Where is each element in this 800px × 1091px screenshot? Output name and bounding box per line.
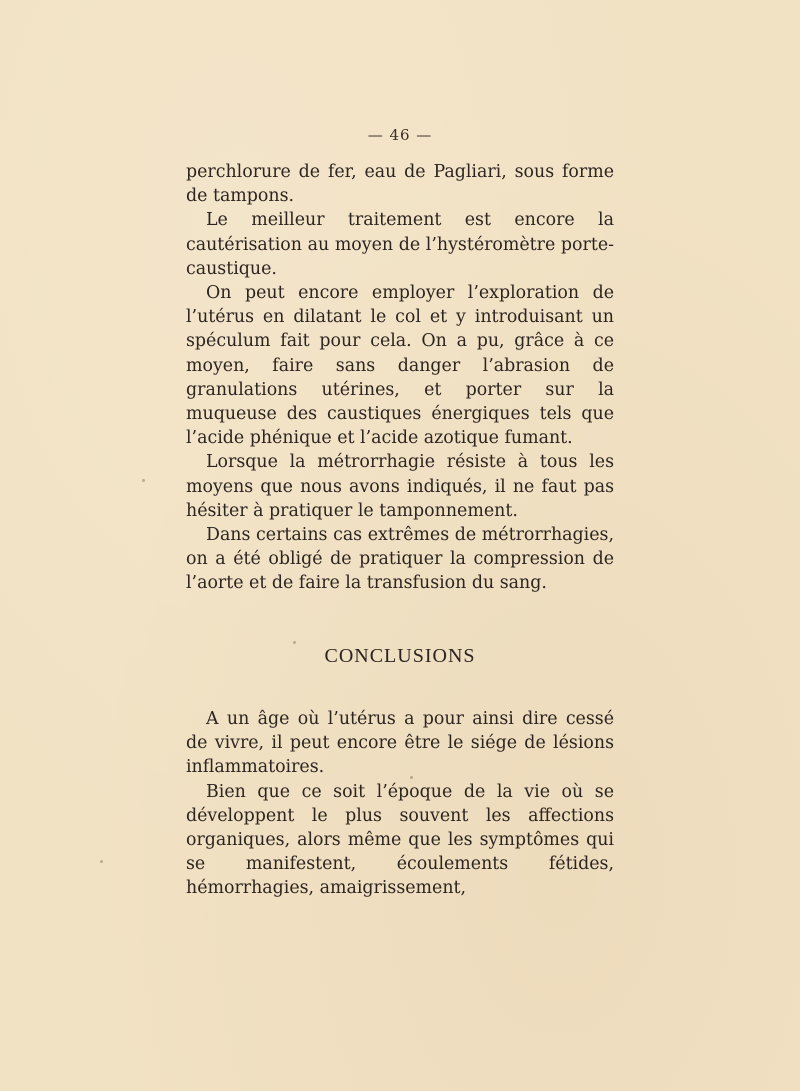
section-heading: CONCLUSIONS	[324, 645, 476, 667]
text-block-top	[186, 160, 614, 596]
paper-speck	[100, 860, 103, 863]
paragraph: Lorsque la métrorrhagie résiste à tous les moyens que nous avons indiqués, il ne faut pas hésiter à pratiquer le tamponnement.	[186, 452, 614, 521]
paper-speck	[293, 641, 296, 644]
text-block-bottom	[186, 707, 614, 901]
paragraph: A un âge où l’utérus a pour ainsi dire cessé de vivre, il peut encore être le siége de lésions inflammatoires.	[186, 709, 614, 778]
paragraph: On peut encore employer l’exploration de l’utérus en dilatant le col et y introduisant un spéculum fait pour cela. On a pu, grâce à ce moyen, faire sans danger l’abrasion de granulations utérines, et porter sur la muqueuse des caustiques énergiques tels que l’acide phénique et l’acide azotique fumant.	[186, 283, 614, 449]
paragraph: Le meilleur traitement est encore la cautérisation au moyen de l’hystéromètre porte-caustique.	[186, 210, 614, 279]
paper-speck	[410, 776, 413, 779]
paragraph: Bien que ce soit l’époque de la vie où se développent le plus souvent les affections organiques, alors même que les symptômes qui se manifestent, écoulements fétides, hémorrhagies, amaigrissement,	[186, 781, 614, 899]
paper-speck	[142, 479, 145, 482]
paragraph: Dans certains cas extrêmes de métrorrhagies, on a été obligé de pratiquer la compression de l’aorte et de faire la transfusion du sang.	[186, 525, 614, 594]
page-number: — 46 —	[367, 126, 433, 144]
paragraph: perchlorure de fer, eau de Pagliari, sous forme de tampons.	[186, 162, 614, 207]
